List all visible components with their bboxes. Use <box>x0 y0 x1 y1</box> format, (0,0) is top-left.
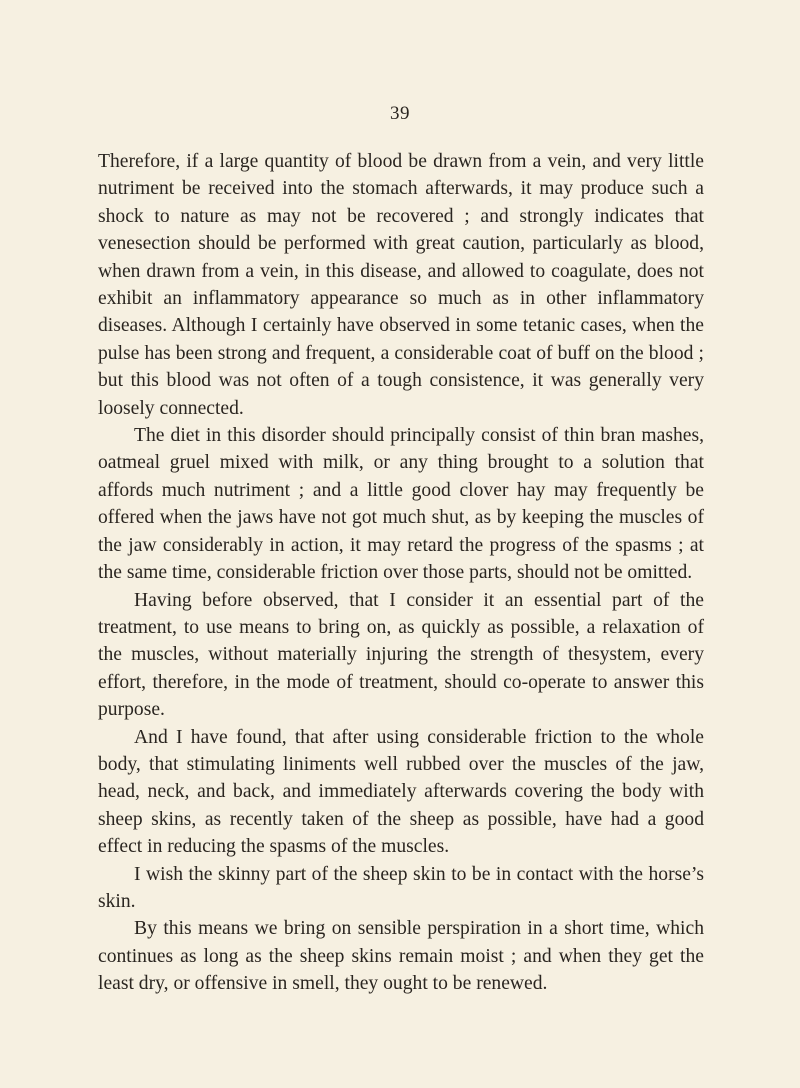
paragraph-venesection: Therefore, if a large quantity of blood be drawn from a vein, and very little nutriment be received into the stomach afterwards, it may produce such a shock to nature as may not be recovered ; and strongly indicates that venesection should be performed with great caution, particularly as blood, when drawn from a vein, in this disease, and allowed to coagulate, does not exhibit an inflammatory appearance so much as in other inflammatory diseases. Although I certainly have observed in some tetanic cases, when the pulse has been strong and frequent, a considerable coat of buff on the blood ; but this blood was not often of a tough consistence, it was generally very loosely connected. <box>98 151 704 419</box>
paragraph-relaxation: Having before observed, that I consider it an essential part of the treatment, to use means to bring on, as quickly as possible, a relaxation of the muscles, without materially injuring the strength of thesystem, every effort, therefore, in the mode of treatment, should co-operate to answer this purpose. <box>98 589 704 721</box>
paragraph-perspiration: By this means we bring on sensible perspiration in a short time, which continues as long as the sheep skins remain moist ; and when they get the least dry, or offensive in smell, they ought to be renewed. <box>98 918 704 995</box>
paragraph-diet: The diet in this disorder should principally consist of thin bran mashes, oatmeal gruel mixed with milk, or any thing brought to a solution that affords much nutriment ; and a little good clover hay may frequently be offered when the jaws have not got much shut, as by keeping the muscles of the jaw considerably in action, it may retard the progress of the spasms ; at the same time, considerable friction over those parts, should not be omitted. <box>98 425 704 584</box>
paragraph-friction-liniments: And I have found, that after using considerable friction to the whole body, that stimulating liniments well rubbed over the muscles of the jaw, head, neck, and back, and immediately afterwards covering the body with sheep skins, as recently taken of the sheep as possible, have had a good effect in reducing the spasms of the muscles. <box>98 726 704 858</box>
body-text <box>98 148 704 998</box>
page-number: 39 <box>390 103 410 124</box>
paragraph-sheep-skin: I wish the skinny part of the sheep skin to be in contact with the horse’s skin. <box>98 863 704 912</box>
